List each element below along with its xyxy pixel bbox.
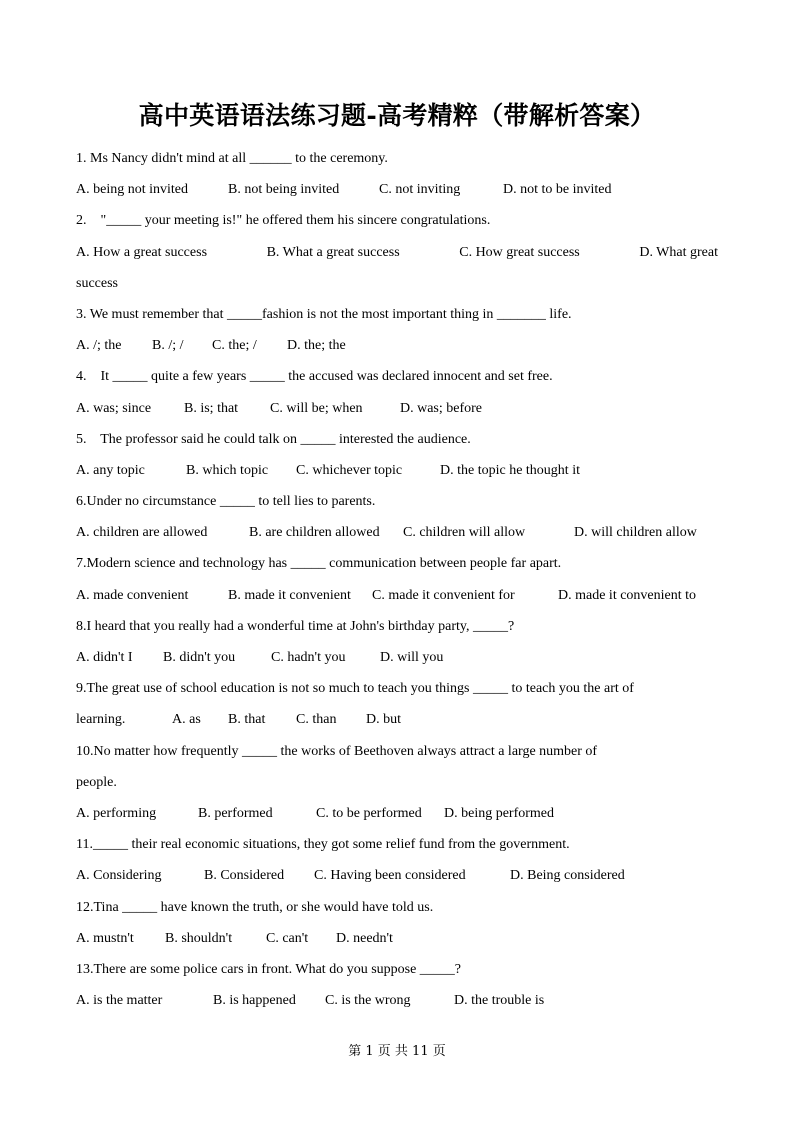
option-d: D. will you [380, 650, 444, 665]
question-options-3 [76, 330, 718, 361]
option-c: C. hadn't you [271, 650, 346, 665]
question-options-6 [76, 517, 718, 548]
question-stem-12: 12.Tina _____ have known the truth, or she would have told us. [76, 899, 434, 915]
question-options-5 [76, 455, 718, 486]
option-a: A. How a great success [76, 244, 208, 260]
option-a: A. was; since [76, 400, 152, 416]
option-d: D. made it convenient to [558, 587, 697, 603]
option-a: A. performing [76, 805, 157, 821]
option-c: C. than [296, 712, 337, 728]
question-options-2-continued: success [76, 275, 118, 291]
option-b: B. shouldn't [165, 930, 233, 946]
question-stem-9-continued [76, 704, 718, 735]
question-stem-3: 3. We must remember that _____fashion is not the most important thing in _______ life. [76, 306, 572, 322]
page-number-footer: 第 1 页 共 11 页 [348, 1044, 446, 1059]
question-stem-8: 8.I heard that you really had a wonderful time at John's birthday party, _____? [76, 618, 515, 634]
option-c: C. is the wrong [325, 993, 411, 1009]
option-b: B. made it convenient [228, 587, 351, 603]
option-d: D. the trouble is [454, 993, 545, 1009]
option-c: C. will be; when [270, 400, 363, 416]
option-a: A. didn't I [76, 650, 133, 665]
stem-continuation: learning. [76, 712, 126, 728]
option-b: B. performed [198, 805, 273, 821]
option-d: D. being performed [444, 805, 555, 821]
option-b: B. is; that [184, 400, 239, 416]
option-b: B. not being invited [228, 182, 340, 198]
question-stem-1: 1. Ms Nancy didn't mind at all ______ to the ceremony. [76, 151, 388, 166]
question-stem-9: 9.The great use of school education is not so much to teach you things _____ to teach you the art of [76, 681, 634, 697]
question-stem-10-continued: people. [76, 774, 117, 790]
option-b: B. is happened [213, 993, 296, 1009]
option-d: D. not to be invited [503, 182, 612, 198]
question-stem-7: 7.Modern science and technology has _____ communication between people far apart. [76, 556, 562, 572]
option-d: D. the; the [287, 338, 346, 354]
question-options-12 [76, 923, 718, 954]
document-title: 高中英语语法练习题-高考精粹（带解析答案） [138, 101, 656, 130]
option-c: C. made it convenient for [372, 587, 515, 603]
question-stem-4: 4. It _____ quite a few years _____ the accused was declared innocent and set free. [76, 369, 553, 385]
option-c: C. whichever topic [296, 462, 403, 478]
question-list [76, 143, 718, 1016]
question-stem-6: 6.Under no circumstance _____ to tell lies to parents. [76, 494, 376, 510]
option-b: B. that [228, 712, 266, 728]
question-options-4 [76, 393, 718, 424]
question-options-2 [76, 237, 718, 268]
option-b: B. Considered [204, 868, 285, 884]
option-c: C. to be performed [316, 805, 422, 821]
option-a: A. is the matter [76, 993, 163, 1009]
option-a: A. as [172, 712, 201, 728]
option-d: D. but [366, 712, 401, 728]
option-c: C. children will allow [403, 525, 526, 541]
option-a: A. mustn't [76, 930, 134, 946]
option-b: B. which topic [186, 462, 269, 478]
option-b: B. /; / [152, 338, 184, 354]
option-d: D. needn't [336, 930, 393, 946]
option-a: A. Considering [76, 868, 162, 884]
question-stem-10: 10.No matter how frequently _____ the works of Beethoven always attract a large number of [76, 743, 598, 759]
question-options-8 [76, 642, 718, 673]
option-d: D. was; before [400, 400, 483, 416]
option-a: A. being not invited [76, 182, 188, 198]
question-options-13 [76, 985, 718, 1016]
option-a: A. any topic [76, 462, 145, 478]
question-options-11 [76, 860, 718, 891]
option-a: A. /; the [76, 338, 122, 354]
question-stem-2: 2. "_____ your meeting is!" he offered them his sincere congratulations. [76, 213, 491, 229]
option-a: A. made convenient [76, 587, 189, 603]
question-stem-5: 5. The professor said he could talk on _____ interested the audience. [76, 431, 471, 447]
option-d: D. Being considered [510, 868, 625, 884]
option-d: D. the topic he thought it [440, 462, 580, 478]
option-b: B. didn't you [163, 650, 236, 665]
option-c: C. How great success [459, 244, 580, 260]
option-c: C. Having been considered [314, 868, 466, 884]
option-b: B. are children allowed [249, 525, 380, 541]
option-b: B. What a great success [266, 244, 400, 260]
question-stem-11: 11._____ their real economic situations, they got some relief fund from the government. [76, 837, 570, 853]
option-c: C. the; / [212, 338, 257, 354]
option-d: D. What great [639, 244, 718, 260]
option-c: C. not inviting [379, 182, 461, 198]
question-options-7 [76, 580, 718, 611]
question-options-1 [76, 174, 718, 205]
question-options-10 [76, 798, 718, 829]
option-a: A. children are allowed [76, 525, 208, 541]
option-d: D. will children allow [574, 525, 697, 541]
option-c: C. can't [266, 930, 309, 946]
question-stem-13: 13.There are some police cars in front. What do you suppose _____? [76, 961, 462, 977]
